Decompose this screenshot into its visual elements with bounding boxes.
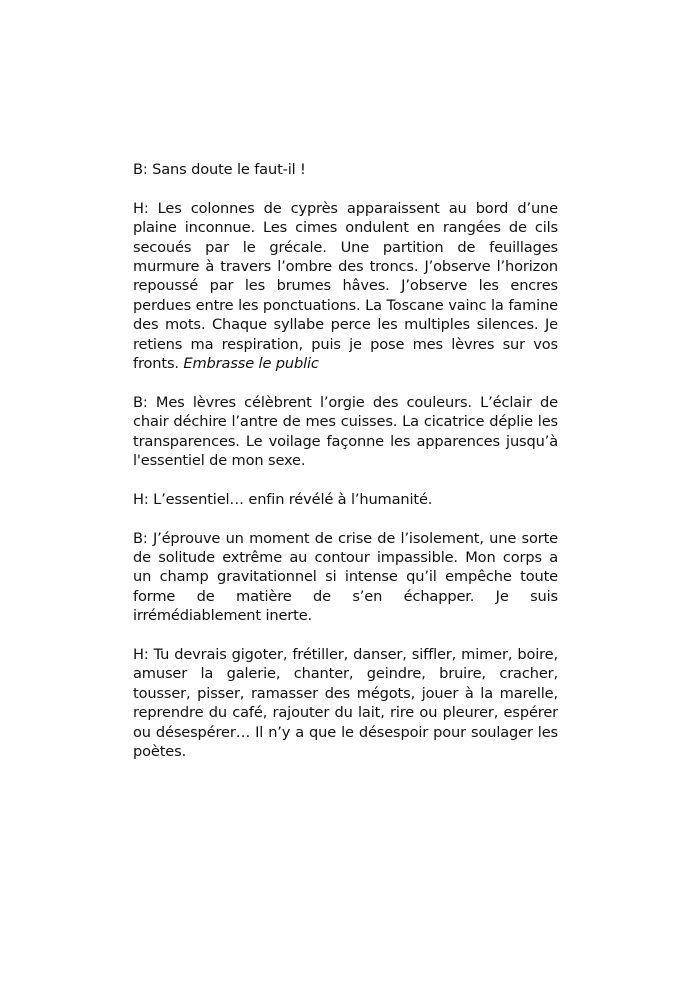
dialogue-text: Les colonnes de cyprès apparaissent au bord d’une plaine inconnue. Les cimes ondulent en rangées de cils secoués par le grécale. Une partition de feuillages murmure à travers l’ombre des troncs. J’observe l’horizon repoussé par les brumes hâves. J’observe les encres perdues entre les ponctuations. La Toscane vainc la famine des mots. Chaque syllabe perce les multiples silences. Je retiens ma respiration, puis je pose mes lèvres sur vos fronts. [133, 199, 558, 373]
speaker-label: B: [133, 393, 148, 411]
dialogue-paragraph [133, 199, 558, 374]
dialogue-text: J’éprouve un moment de crise de l’isolement, une sorte de solitude extrême au contour impassible. Mon corps a un champ gravitationnel si intense qu’il empêche toute forme de matière de s’en échapper. Je suis irrémédiablement inerte. [133, 529, 558, 625]
speaker-label: H: [133, 646, 149, 664]
dialogue-paragraph [133, 490, 558, 509]
dialogue-paragraph [133, 529, 558, 626]
document-page [133, 160, 558, 781]
dialogue-text: Sans doute le faut-il ! [152, 161, 306, 178]
speaker-label: H: [133, 199, 149, 217]
dialogue-paragraph [133, 393, 558, 471]
dialogue-text: Tu devrais gigoter, frétiller, danser, siffler, mimer, boire, amuser la galerie, chanter, geindre, bruire, cracher, tousser, pisser, ramasser des mégots, jouer à la marelle, reprendre du café, rajouter du lait, rire ou pleurer, espérer ou désespérer… Il n’y a que le désespoir pour soulager les poètes. [133, 646, 558, 761]
stage-direction: Embrasse le public [183, 355, 319, 373]
speaker-label: B: [133, 529, 148, 547]
speaker-label: H: [133, 490, 149, 508]
dialogue-text: Mes lèvres célèbrent l’orgie des couleurs. L’éclair de chair déchire l’antre de mes cuisses. La cicatrice déplie les transparences. Le voilage façonne les apparences jusqu’à l'essentiel de mon sexe. [133, 393, 558, 470]
dialogue-text: L’essentiel… enfin révélé à l’humanité. [153, 490, 433, 508]
speaker-label: B: [133, 161, 148, 178]
dialogue-paragraph [133, 160, 558, 179]
dialogue-paragraph [133, 645, 558, 761]
